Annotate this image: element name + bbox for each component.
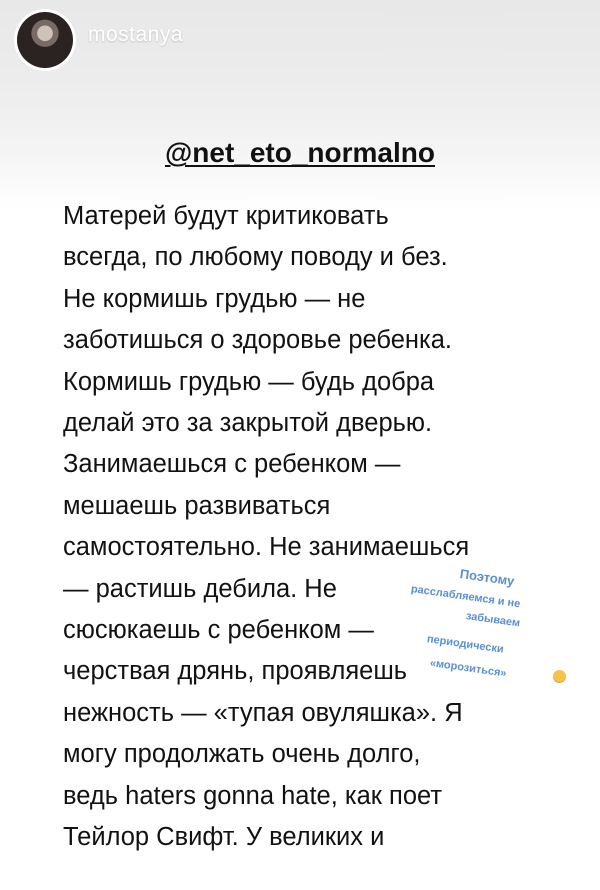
post-line: черствая дрянь, проявляешь <box>63 657 408 686</box>
post-line: делай это за закрытой дверью. <box>63 409 433 438</box>
avatar[interactable] <box>14 9 76 71</box>
post-line: Кормишь грудью — будь добра <box>63 367 435 396</box>
post-line: ведь haters gonna hate, как поет <box>63 781 443 810</box>
profile-photo-avatar-icon <box>17 12 73 68</box>
post-body <box>63 196 583 859</box>
post-line: самостоятельно. Не занимаешься <box>63 533 470 562</box>
post-line: сюсюкаешь с ребенком — <box>63 616 374 645</box>
post-line: всегда, по любому поводу и без. <box>63 243 448 272</box>
sticker-line: «морозиться» <box>429 657 508 680</box>
post-line: Тейлор Свифт. У великих и <box>63 823 385 852</box>
sticker-line: расслабляемся и не <box>410 583 522 611</box>
post-line: могу продолжать очень долго, <box>63 740 421 769</box>
username[interactable]: mostanya <box>88 23 184 46</box>
post-line: нежность — «тупая овуляшка». Я <box>63 698 463 727</box>
sticker-line: периодически <box>426 633 505 656</box>
post-line: Матерей будут критиковать <box>63 202 389 230</box>
sticker-line: Поэтому <box>458 566 516 589</box>
story-header <box>0 0 600 80</box>
post-line: заботишься о здоровье ребенка. <box>63 326 452 355</box>
post-handle: @net_eto_normalno <box>164 137 435 168</box>
post-line: Не кормишь грудью — не <box>63 284 366 313</box>
post-line: — растишь дебила. Не <box>63 574 337 603</box>
post-line: Занимаешься с ребенком — <box>63 450 401 479</box>
sticker-line: забываем <box>465 610 521 630</box>
post-line: мешаешь развиваться <box>63 491 331 520</box>
